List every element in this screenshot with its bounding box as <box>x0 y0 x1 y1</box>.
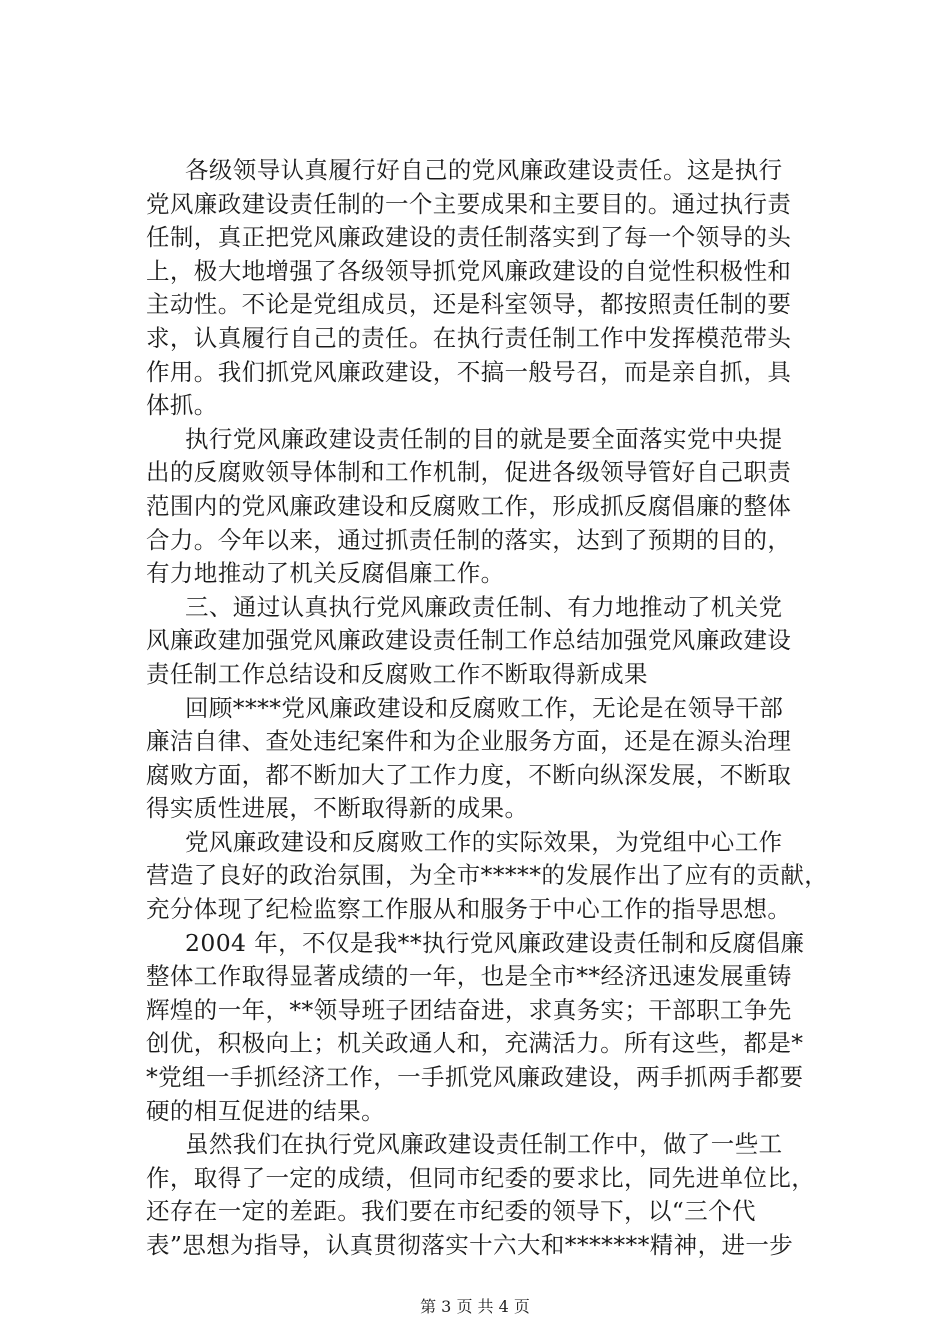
text-line: 党风廉政建设和反腐败工作的实际效果，为党组中心工作 <box>185 827 783 856</box>
text-line: 辉煌的一年，**领导班子团结奋进，求真务实；干部职工争先 <box>146 995 792 1024</box>
text-line: 党风廉政建设责任制的一个主要成果和主要目的。通过执行责 <box>146 189 792 218</box>
paragraph <box>146 826 836 927</box>
text-line: 范围内的党风廉政建设和反腐败工作，形成抓反腐倡廉的整体 <box>146 491 792 520</box>
text-line: 有力地推动了机关反腐倡廉工作。 <box>146 559 505 588</box>
text-line: 出的反腐败领导体制和工作机制，促进各级领导管好自己职责 <box>146 458 792 487</box>
paragraph <box>146 154 836 423</box>
paragraph <box>146 927 836 1129</box>
paragraph <box>146 692 836 826</box>
text-line: 表”思想为指导，认真贯彻落实十六大和*******精神，进一步 <box>146 1231 794 1259</box>
text-line: 各级领导认真履行好自己的党风廉政建设责任。这是执行 <box>185 156 783 184</box>
text-line: 硬的相互促进的结果。 <box>146 1096 385 1125</box>
text-line: 风廉政建加强党风廉政建设责任制工作总结加强党风廉政建设 <box>146 626 792 655</box>
text-line: 任制，真正把党风廉政建设的责任制落实到了每一个领导的头 <box>146 223 792 252</box>
text-line: 营造了良好的政治氛围，为全市*****的发展作出了应有的贡献， <box>146 861 829 890</box>
text-line: 主动性。不论是党组成员，还是科室领导，都按照责任制的要 <box>146 290 792 319</box>
text-line: 2004 年，不仅是我**执行党风廉政建设责任制和反腐倡廉 <box>185 928 805 957</box>
text-line: 三、通过认真执行党风廉政责任制、有力地推动了机关党 <box>185 592 783 621</box>
text-line: 合力。今年以来，通过抓责任制的落实，达到了预期的目的， <box>146 525 792 554</box>
document-body <box>146 154 836 1263</box>
paragraph <box>146 1128 836 1262</box>
text-line: 还存在一定的差距。我们要在市纪委的领导下，以“三个代 <box>146 1197 756 1226</box>
text-line: 创优，积极向上；机关政通人和，充满活力。所有这些，都是* <box>146 1029 804 1058</box>
text-line: 求，认真履行自己的责任。在执行责任制工作中发挥模范带头 <box>146 323 792 352</box>
page-footer: 第 3 页 共 4 页 <box>420 1297 530 1316</box>
text-line: 整体工作取得显著成绩的一年，也是全市**经济迅速发展重铸 <box>146 962 792 991</box>
paragraph <box>146 423 836 591</box>
text-line: 作用。我们抓党风廉政建设，不搞一般号召，而是亲自抓，具 <box>146 357 792 386</box>
text-line: 作，取得了一定的成绩，但同市纪委的要求比，同先进单位比， <box>146 1163 816 1192</box>
text-line: *党组一手抓经济工作，一手抓党风廉政建设，两手抓两手都要 <box>146 1063 804 1092</box>
text-line: 责任制工作总结设和反腐败工作不断取得新成果 <box>146 659 648 688</box>
text-line: 回顾****党风廉政建设和反腐败工作，无论是在领导干部 <box>185 693 784 722</box>
text-line: 腐败方面，都不断加大了工作力度，不断向纵深发展，不断取 <box>146 760 792 789</box>
text-line: 虽然我们在执行党风廉政建设责任制工作中，做了一些工 <box>185 1130 783 1159</box>
text-line: 充分体现了纪检监察工作服从和服务于中心工作的指导思想。 <box>146 895 792 924</box>
text-line: 得实质性进展，不断取得新的成果。 <box>146 794 529 823</box>
text-line: 体抓。 <box>146 391 218 420</box>
text-line: 上，极大地增强了各级领导抓党风廉政建设的自觉性积极性和 <box>146 256 792 285</box>
text-line: 执行党风廉政建设责任制的目的就是要全面落实党中央提 <box>185 424 783 453</box>
paragraph <box>146 591 836 692</box>
text-line: 廉洁自律、查处违纪案件和为企业服务方面，还是在源头治理 <box>146 727 792 756</box>
